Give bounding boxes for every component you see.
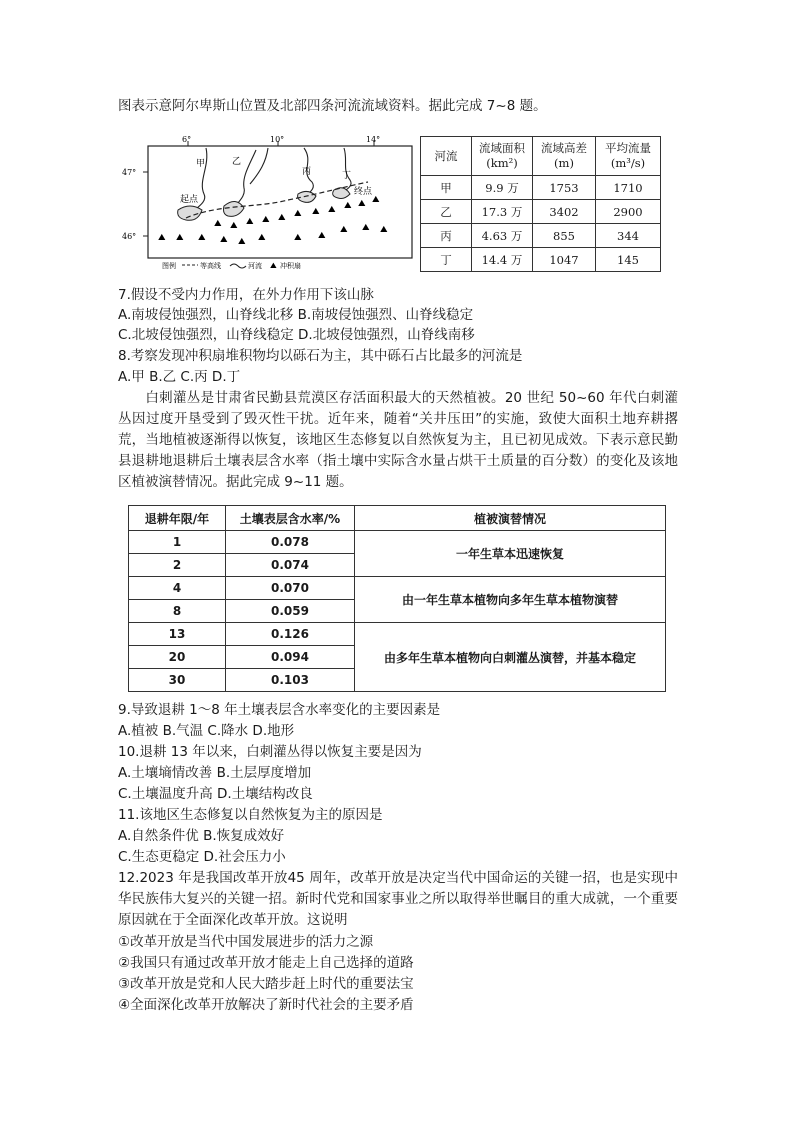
header-river: 河流 [421, 137, 472, 176]
q9-options: A.植被 B.气温 C.降水 D.地形 [118, 723, 295, 739]
svg-text:⛰: ⛰ [380, 225, 388, 235]
header-succession: 植被演替情况 [355, 506, 666, 531]
river-table [420, 136, 661, 272]
lon-label-6: 6° [182, 136, 192, 144]
header-height: 流域高差 (m) [533, 137, 596, 176]
succession-2: 由一年生草本植物向多年生草本植物演替 [355, 577, 666, 623]
table-row: 乙 17.3 万 3402 2900 [421, 200, 661, 224]
svg-text:⛰: ⛰ [176, 233, 184, 243]
legend-river: 河流 [248, 262, 262, 270]
legend-fan-icon: ⛰ [270, 261, 277, 270]
q10-options-1: A.土壤墒情改善 B.土层厚度增加 [118, 765, 312, 781]
q11-options-1: A.自然条件优 B.恢复成效好 [118, 828, 285, 844]
table-row: 丁 14.4 万 1047 145 [421, 248, 661, 272]
table-row: 8 0.059 [129, 600, 666, 623]
q12-item-3: ③改革开放是党和人民大踏步赶上时代的重要法宝 [118, 976, 414, 992]
svg-text:⛰: ⛰ [362, 223, 370, 233]
alps-map [118, 136, 414, 270]
svg-text:⛰: ⛰ [238, 237, 246, 247]
q7-options-2: C.北坡侵蚀强烈，山脊线稳定 D.北坡侵蚀强烈，山脊线南移 [118, 327, 475, 343]
legend-river-line [230, 264, 246, 268]
table-row: 20 0.094 [129, 646, 666, 669]
svg-text:⛰: ⛰ [258, 233, 266, 243]
succession-1: 一年生草本迅速恢复 [355, 531, 666, 577]
lat-label-47: 47° [122, 168, 137, 177]
q12-item-2: ②我国只有通过改革开放才能走上自己选择的道路 [118, 955, 414, 971]
header-flow: 平均流量 (m³/s) [596, 137, 661, 176]
alps-map-drawing [118, 136, 414, 270]
svg-text:⛰: ⛰ [372, 195, 380, 205]
table-row: 2 0.074 [129, 554, 666, 577]
lon-label-14: 14° [366, 136, 381, 144]
q9-stem: 9.导致退耕 1～8 年土壤表层含水率变化的主要因素是 [118, 702, 441, 718]
label-yi: 乙 [232, 157, 242, 167]
q7-stem: 7.假设不受内力作用，在外力作用下该山脉 [118, 287, 374, 303]
table-row: 30 0.103 [129, 669, 666, 692]
q12-item-1: ①改革开放是当代中国发展进步的活力之源 [118, 934, 374, 950]
label-end: 终点 [354, 187, 373, 197]
label-bing: 丙 [302, 167, 312, 177]
q8-options: A.甲 B.乙 C.丙 D.丁 [118, 369, 241, 385]
legend-title: 图例 [162, 262, 176, 270]
header-years: 退耕年限/年 [129, 506, 226, 531]
label-jia: 甲 [196, 159, 206, 169]
succession-3: 由多年生草本植物向白刺灌丛演替，并基本稳定 [355, 623, 666, 692]
intro-7-8: 图表示意阿尔卑斯山位置及北部四条河流流域资料。据此完成 7~8 题。 [118, 98, 547, 114]
svg-text:⛰: ⛰ [198, 233, 206, 243]
svg-text:⛰: ⛰ [230, 221, 238, 231]
svg-text:⛰: ⛰ [344, 201, 352, 211]
q10-options-2: C.土壤温度升高 D.土壤结构改良 [118, 786, 313, 802]
q12-item-4: ④全面深化改革开放解决了新时代社会的主要矛盾 [118, 997, 414, 1013]
svg-text:⛰: ⛰ [214, 219, 222, 229]
header-area: 流域面积 (km²) [472, 137, 533, 176]
vegetation-table [128, 505, 666, 692]
svg-text:⛰: ⛰ [328, 205, 336, 215]
svg-text:⛰: ⛰ [246, 217, 254, 227]
q8-stem: 8.考察发现冲积扇堆积物均以砾石为主，其中砾石占比最多的河流是 [118, 348, 523, 364]
lon-label-10: 10° [270, 136, 285, 144]
legend-ridge: 等高线 [200, 262, 221, 270]
passage-9-11: 白刺灌丛是甘肃省民勤县荒漠区存活面积最大的天然植被。20 世纪 50~60 年代白刺灌丛因过度开垦受到了毁灭性干扰。近年来，随着“关井压田”的实施，致使大面积土地弃耕撂荒，当地植被逐渐得以恢复，该地区生态修复以自然恢复为主，且已初见成效。下表示意民勤县退耕地退耕后土壤表层含水率（指土壤中实际含水量占烘干土质量的百分数）的变化及该地区植被演替情况。据此完成 9~11 题。 [118, 390, 678, 490]
svg-text:⛰: ⛰ [220, 235, 228, 245]
svg-text:⛰: ⛰ [318, 231, 326, 241]
svg-text:⛰: ⛰ [294, 209, 302, 219]
label-ding: 丁 [342, 171, 352, 181]
label-start: 起点 [180, 195, 199, 205]
svg-text:⛰: ⛰ [340, 225, 348, 235]
table-row: 甲 9.9 万 1753 1710 [421, 176, 661, 200]
svg-text:⛰: ⛰ [312, 207, 320, 217]
svg-text:⛰: ⛰ [294, 233, 302, 243]
q12-stem: 12.2023 年是我国改革开放45 周年，改革开放是决定当代中国命运的关键一招，也是实现中华民族伟大复兴的关键一招。新时代党和国家事业之所以取得举世瞩目的重大成就，一个重要原因就在于全面深化改革开放。这说明 [118, 870, 678, 928]
q10-stem: 10.退耕 13 年以来，白刺灌丛得以恢复主要是因为 [118, 744, 422, 760]
q11-options-2: C.生态更稳定 D.社会压力小 [118, 849, 286, 865]
table-row: 丙 4.63 万 855 344 [421, 224, 661, 248]
table-row: 13 0.126 由多年生草本植物向白刺灌丛演替，并基本稳定 [129, 623, 666, 646]
fan-jia [178, 206, 202, 220]
svg-text:⛰: ⛰ [262, 215, 270, 225]
q11-stem: 11.该地区生态修复以自然恢复为主的原因是 [118, 807, 383, 823]
svg-text:⛰: ⛰ [158, 233, 166, 243]
svg-text:⛰: ⛰ [278, 213, 286, 223]
table-row: 4 0.070 由一年生草本植物向多年生草本植物演替 [129, 577, 666, 600]
lat-label-46: 46° [122, 232, 137, 241]
legend-fan: 冲积扇 [280, 262, 301, 270]
q7-options-1: A.南坡侵蚀强烈，山脊线北移 B.南坡侵蚀强烈、山脊线稳定 [118, 307, 474, 323]
river-yi-b [250, 148, 268, 184]
fan-yi [224, 201, 245, 216]
header-moisture: 土壤表层含水率/% [226, 506, 355, 531]
table-row: 1 0.078 一年生草本迅速恢复 [129, 531, 666, 554]
svg-text:⛰: ⛰ [358, 199, 366, 209]
